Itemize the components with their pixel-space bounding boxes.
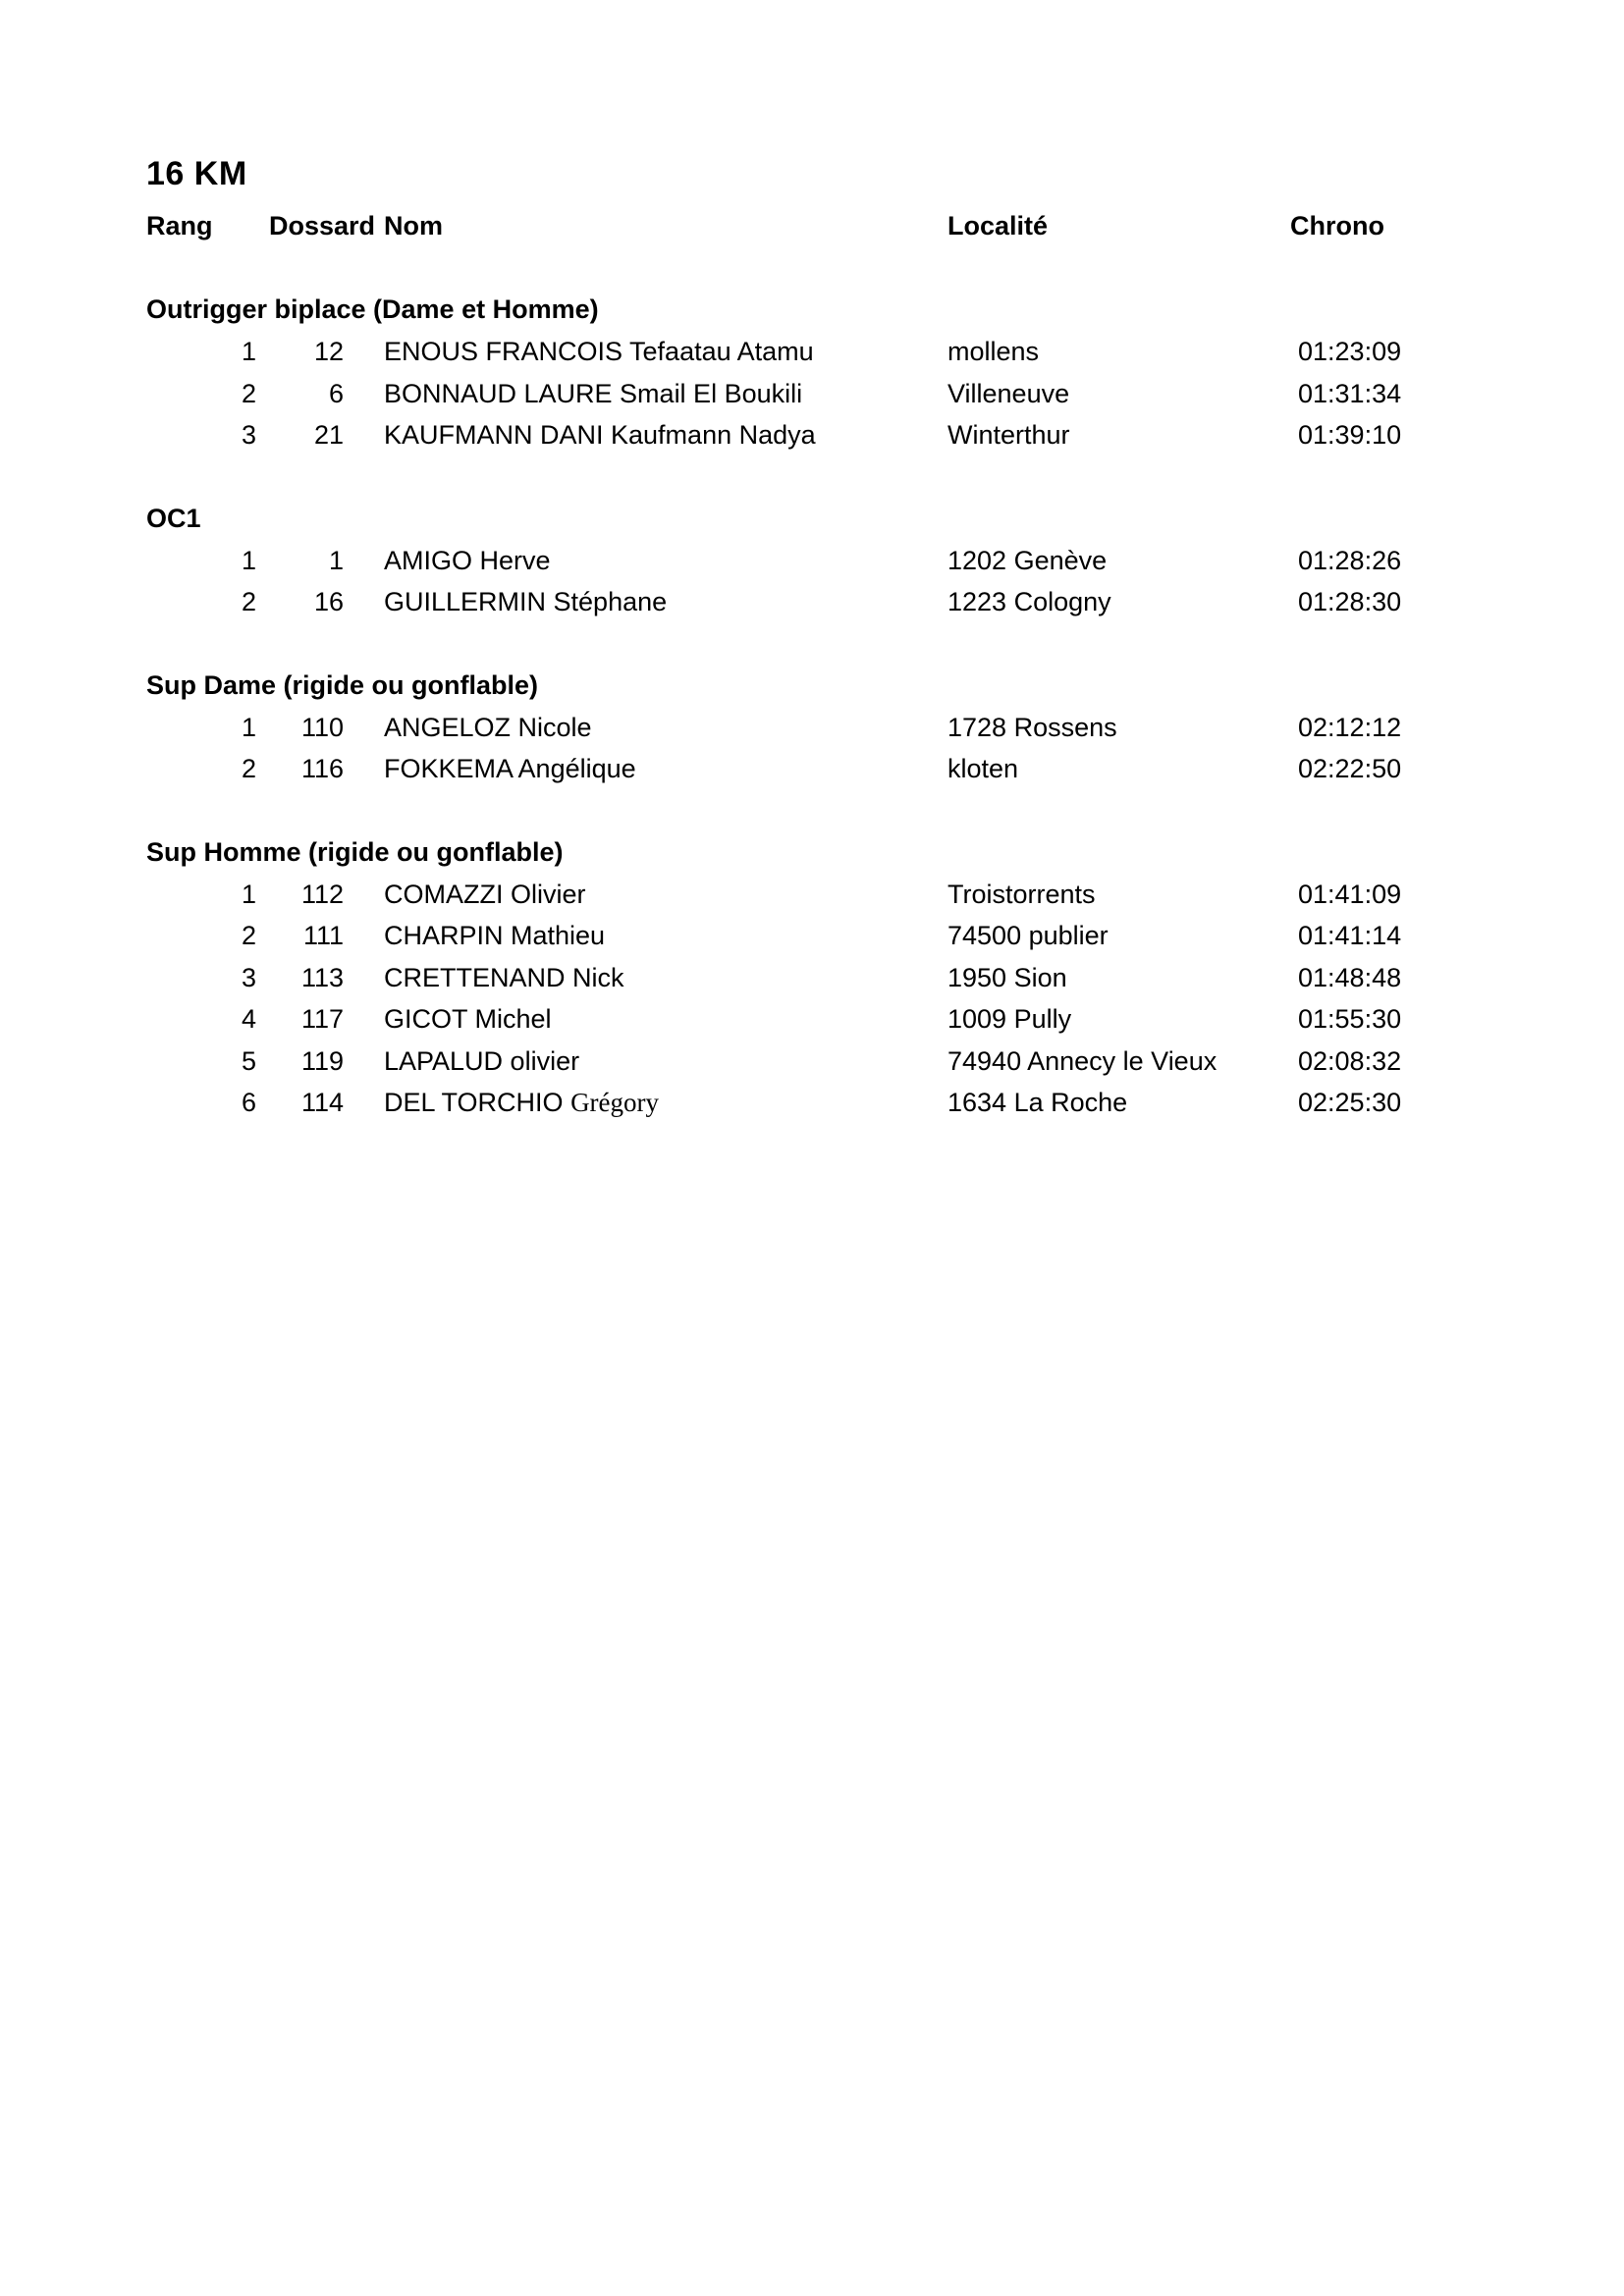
cell-dossard: 117 (300, 1004, 344, 1034)
cell-chrono: 01:39:10 (1298, 420, 1402, 450)
cell-rang: 2 (241, 921, 256, 950)
header-rang: Rang (146, 211, 213, 240)
table-row (0, 916, 1624, 955)
category-title: Sup Homme (rigide ou gonflable) (146, 837, 564, 867)
cell-rang: 3 (241, 420, 256, 450)
cell-dossard: 113 (300, 963, 344, 992)
cell-localite: Troistorrents (947, 880, 1096, 909)
table-row (0, 749, 1624, 788)
cell-nom: CHARPIN Mathieu (384, 921, 606, 950)
category-title: OC1 (146, 504, 201, 533)
table-row (0, 999, 1624, 1039)
cell-chrono: 02:22:50 (1298, 754, 1402, 783)
cell-rang: 1 (241, 337, 256, 366)
table-row (0, 332, 1624, 371)
cell-rang: 2 (241, 379, 256, 408)
cell-chrono: 02:08:32 (1298, 1046, 1402, 1076)
table-row (0, 415, 1624, 454)
cell-nom-surname: DEL TORCHIO (384, 1088, 564, 1117)
cell-localite: 1728 Rossens (947, 713, 1117, 742)
cell-nom: BONNAUD LAURE Smail El Boukili (384, 379, 803, 408)
cell-nom: ANGELOZ Nicole (384, 713, 592, 742)
cell-nom-firstname: Grégory (570, 1088, 660, 1117)
header-nom: Nom (384, 211, 443, 240)
cell-chrono: 01:31:34 (1298, 379, 1402, 408)
cell-nom: COMAZZI Olivier (384, 880, 586, 909)
cell-nom: ENOUS FRANCOIS Tefaatau Atamu (384, 337, 814, 366)
cell-chrono: 01:28:30 (1298, 587, 1402, 616)
cell-nom: GICOT Michel (384, 1004, 552, 1034)
cell-dossard: 6 (328, 379, 344, 408)
cell-dossard: 116 (300, 754, 344, 783)
cell-dossard: 112 (300, 880, 344, 909)
cell-nom: FOKKEMA Angélique (384, 754, 636, 783)
cell-rang: 6 (241, 1088, 256, 1117)
cell-dossard: 12 (313, 337, 344, 366)
table-row (0, 708, 1624, 747)
column-headers (0, 206, 1624, 245)
table-row (0, 958, 1624, 997)
cell-nom: CRETTENAND Nick (384, 963, 624, 992)
cell-chrono: 01:28:26 (1298, 546, 1402, 575)
cell-chrono: 01:41:09 (1298, 880, 1402, 909)
table-row (0, 1083, 1624, 1122)
cell-dossard: 16 (313, 587, 344, 616)
cell-dossard: 119 (300, 1046, 344, 1076)
table-row (0, 1041, 1624, 1081)
cell-chrono: 02:25:30 (1298, 1088, 1402, 1117)
table-row (0, 875, 1624, 914)
cell-dossard: 111 (302, 921, 344, 950)
cell-dossard: 21 (313, 420, 344, 450)
cell-nom: KAUFMANN DANI Kaufmann Nadya (384, 420, 816, 450)
cell-chrono: 01:23:09 (1298, 337, 1402, 366)
cell-localite: 1223 Cologny (947, 587, 1111, 616)
cell-nom: GUILLERMIN Stéphane (384, 587, 668, 616)
cell-rang: 1 (241, 880, 256, 909)
page-title: 16 KM (146, 155, 247, 192)
cell-localite: Villeneuve (947, 379, 1070, 408)
cell-localite: 1009 Pully (947, 1004, 1072, 1034)
header-chrono: Chrono (1290, 211, 1384, 240)
cell-nom (384, 1083, 659, 1122)
cell-rang: 4 (241, 1004, 256, 1034)
cell-chrono: 02:12:12 (1298, 713, 1402, 742)
header-dossard: Dossard (269, 211, 376, 240)
cell-chrono: 01:41:14 (1298, 921, 1402, 950)
cell-localite: 1202 Genève (947, 546, 1108, 575)
category-title: Sup Dame (rigide ou gonflable) (146, 670, 539, 700)
cell-rang: 3 (241, 963, 256, 992)
cell-rang: 2 (241, 754, 256, 783)
cell-localite: 1950 Sion (947, 963, 1067, 992)
cell-chrono: 01:55:30 (1298, 1004, 1402, 1034)
cell-nom: AMIGO Herve (384, 546, 551, 575)
cell-nom: LAPALUD olivier (384, 1046, 580, 1076)
table-row (0, 541, 1624, 580)
cell-localite: 74940 Annecy le Vieux (947, 1046, 1218, 1076)
cell-dossard: 110 (300, 713, 344, 742)
cell-dossard: 1 (328, 546, 344, 575)
table-row (0, 582, 1624, 621)
cell-localite: 1634 La Roche (947, 1088, 1128, 1117)
cell-localite: mollens (947, 337, 1040, 366)
cell-rang: 2 (241, 587, 256, 616)
cell-localite: Winterthur (947, 420, 1070, 450)
cell-rang: 5 (241, 1046, 256, 1076)
cell-localite: kloten (947, 754, 1019, 783)
table-row (0, 374, 1624, 413)
cell-chrono: 01:48:48 (1298, 963, 1402, 992)
header-localite: Localité (947, 211, 1049, 240)
category-title: Outrigger biplace (Dame et Homme) (146, 294, 599, 324)
cell-dossard: 114 (300, 1088, 344, 1117)
cell-rang: 1 (241, 546, 256, 575)
cell-localite: 74500 publier (947, 921, 1109, 950)
cell-rang: 1 (241, 713, 256, 742)
